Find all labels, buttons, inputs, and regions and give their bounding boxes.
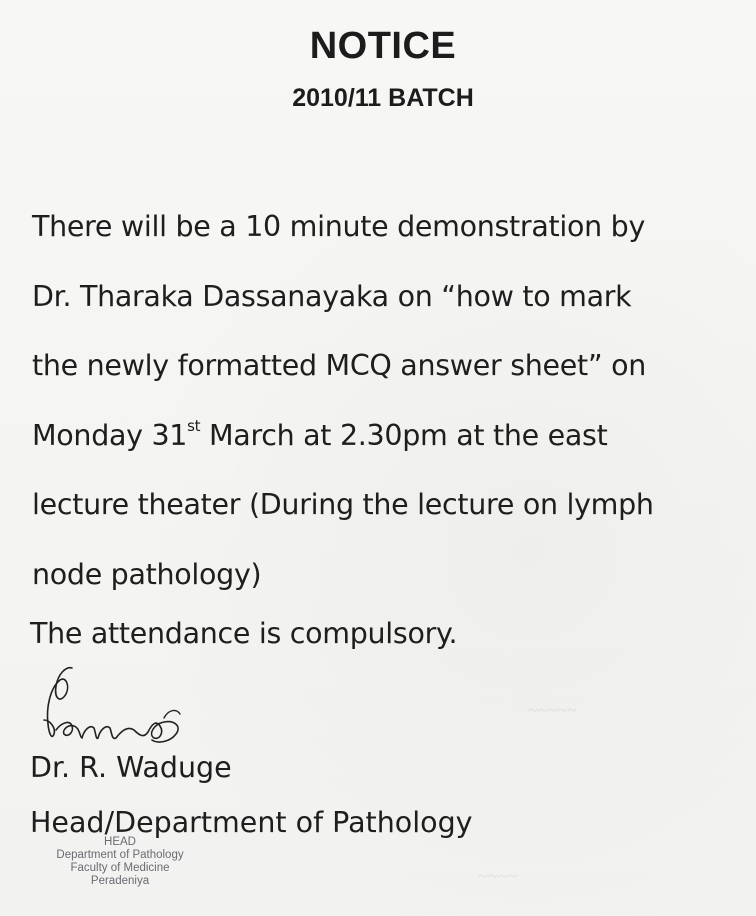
body-line-date <box>32 401 732 471</box>
stamp-line: HEAD <box>104 836 136 848</box>
body-line: Dr. Tharaka Dassanayaka on “how to mark <box>32 279 632 313</box>
paper-bleed-through: ~~~~~ <box>528 700 577 720</box>
body-line: node pathology) <box>32 557 262 591</box>
stamp-line: Faculty of Medicine <box>70 862 170 874</box>
handwritten-signature <box>36 664 206 756</box>
body-line: the newly formatted MCQ answer sheet” on <box>32 349 646 382</box>
attendance-note: The attendance is compulsory. <box>30 617 458 650</box>
notice-title: NOTICE <box>309 25 457 67</box>
stamp-line: Peradeniya <box>90 875 150 887</box>
date-line-rest: March at 2.30pm at the east <box>200 418 608 452</box>
paper-bleed-through: ~~~~ <box>478 866 517 886</box>
body-line: There will be a 10 minute demonstration by <box>32 210 646 243</box>
signer-title: Head/Department of Pathology <box>30 806 473 839</box>
notice-body <box>32 192 732 609</box>
body-line: lecture theater (During the lecture on lymph <box>32 488 654 521</box>
stamp-line: Department of Pathology <box>56 849 184 861</box>
date-day: Monday 31 <box>32 418 188 452</box>
batch-subtitle: 2010/11 BATCH <box>292 84 474 112</box>
date-suffix: st <box>187 416 201 435</box>
department-stamp <box>30 836 210 888</box>
signer-name: Dr. R. Waduge <box>30 751 232 784</box>
